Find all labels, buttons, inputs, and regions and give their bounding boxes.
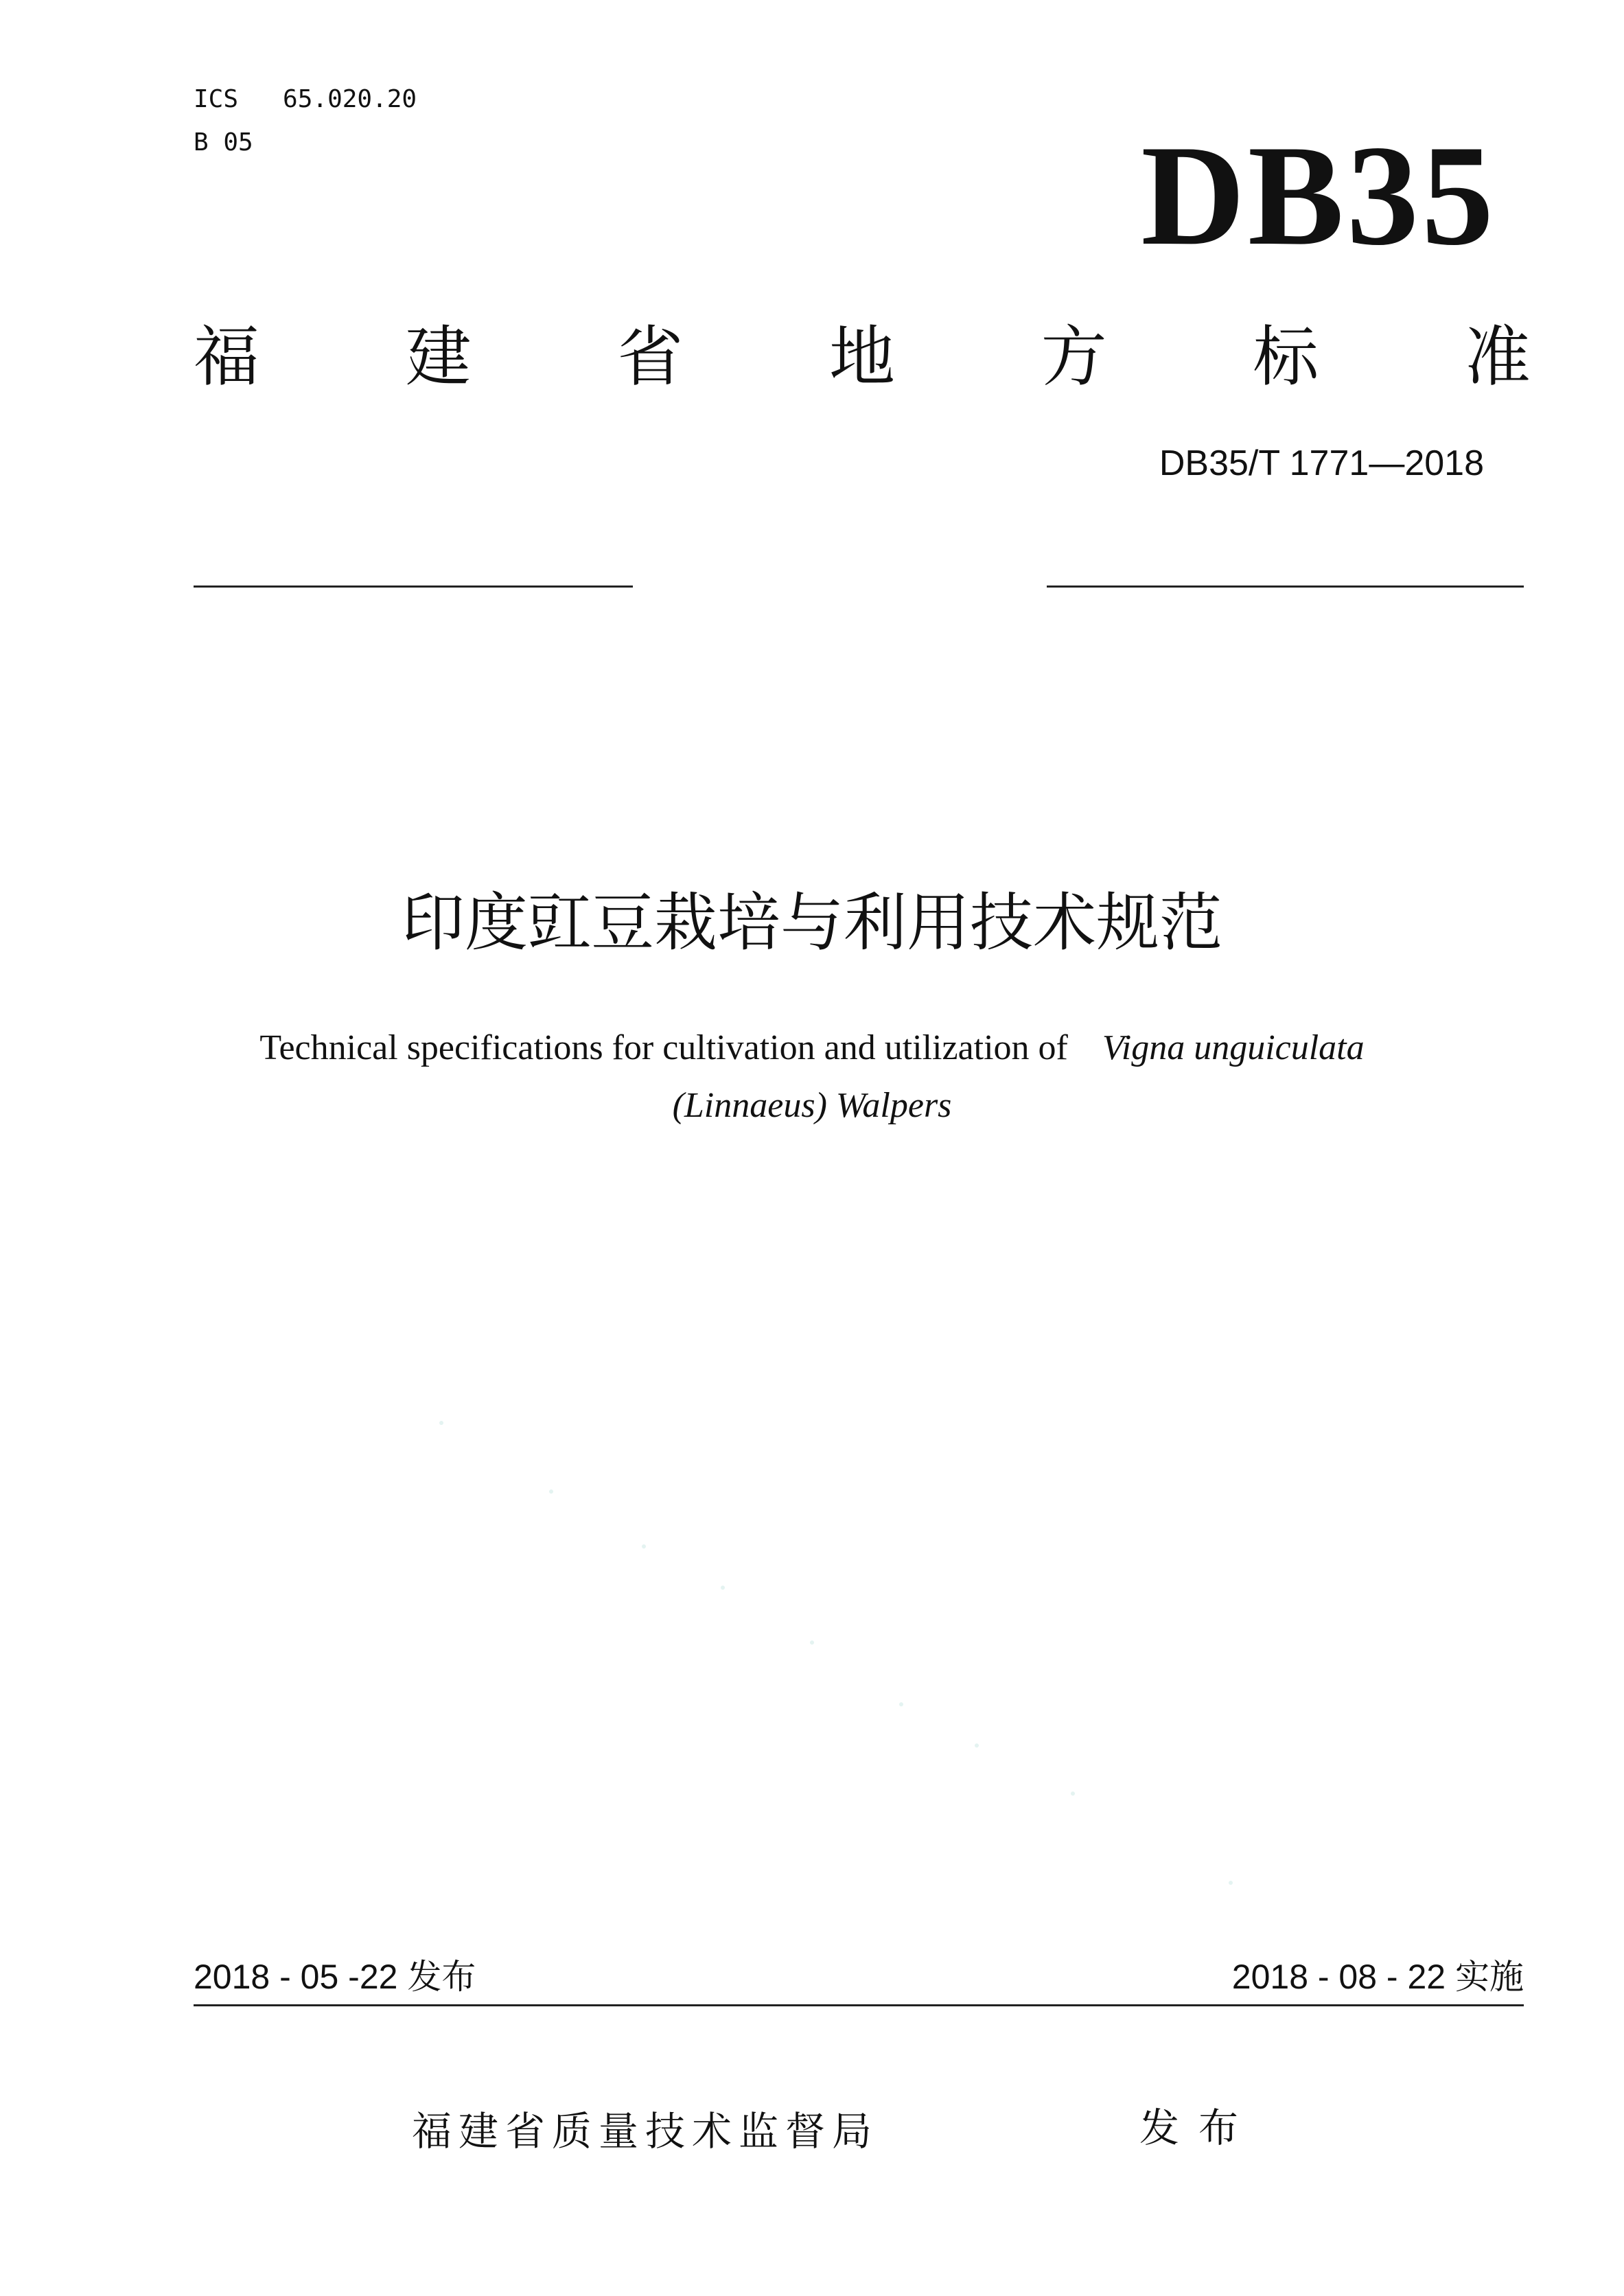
title-latin-name: Vigna unguiculata <box>1102 1028 1365 1067</box>
standard-type-char: 建 <box>405 318 472 395</box>
issuing-authority: 福建省质量技术监督局 <box>412 2108 879 2155</box>
standard-type-heading <box>194 312 1531 402</box>
standard-type-char: 准 <box>1464 318 1531 395</box>
issued-label: 发布 <box>1139 2104 1258 2151</box>
divider-bottom <box>194 2004 1524 2006</box>
ics-code: ICS 65.020.20 <box>194 85 417 113</box>
divider-left <box>194 585 633 588</box>
document-title-chinese: 印度豇豆栽培与利用技术规范 <box>401 886 1222 960</box>
standard-type-char: 方 <box>1041 318 1107 395</box>
implementation-date: 2018 - 08 - 22 实施 <box>1231 1958 1524 1996</box>
title-authority: (Linnaeus) Walpers <box>672 1086 952 1125</box>
document-title-english <box>137 1019 1487 1135</box>
ccs-code: B 05 <box>194 128 253 156</box>
issue-date: 2018 - 05 -22 发布 <box>194 1958 476 1996</box>
standard-code-logo: DB35 <box>1141 116 1496 275</box>
standard-type-char: 标 <box>1253 318 1319 395</box>
standard-type-char: 福 <box>194 318 259 395</box>
standard-type-char: 地 <box>828 318 895 395</box>
standard-number: DB35/T 1771—2018 <box>1159 443 1484 483</box>
title-english-prefix: Technical specifications for cultivation and utilization of <box>259 1028 1068 1067</box>
divider-right <box>1047 585 1524 588</box>
standard-type-char: 省 <box>617 318 684 395</box>
